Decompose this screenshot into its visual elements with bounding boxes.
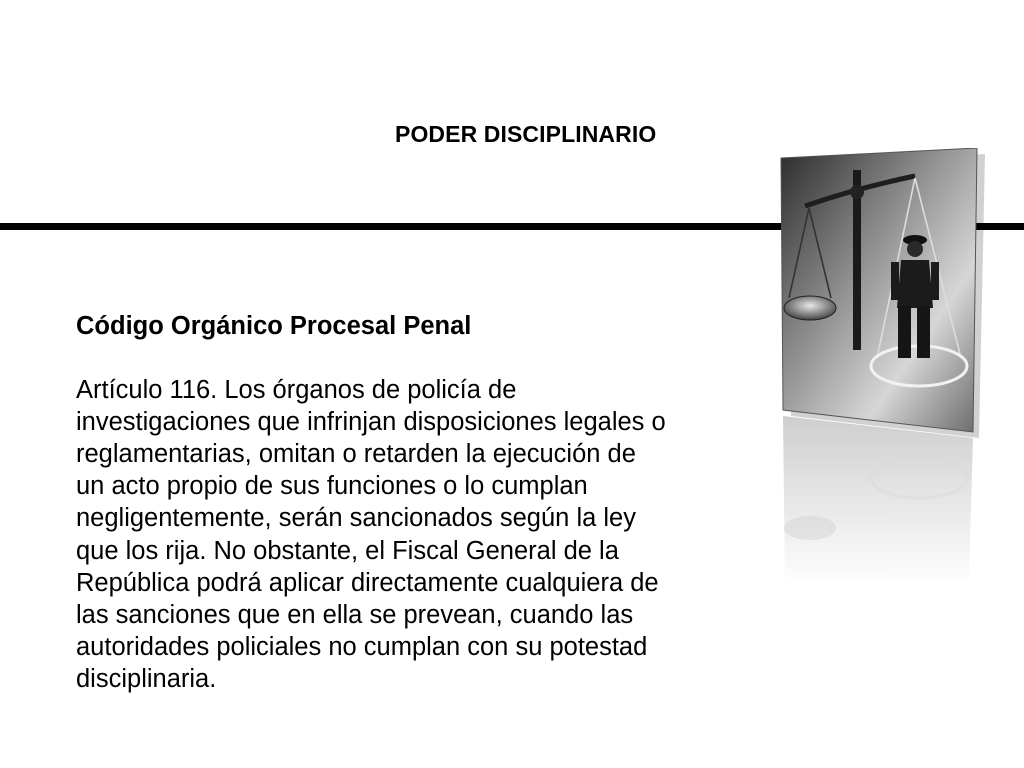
body-text bbox=[76, 310, 756, 695]
article-line: un acto propio de sus funciones o lo cumplan bbox=[76, 472, 588, 501]
article-line: República podrá aplicar directamente cualquiera de bbox=[76, 568, 659, 597]
slide-title: PODER DISCIPLINARIO bbox=[395, 121, 657, 147]
scales-of-justice-photo bbox=[765, 148, 995, 588]
article-line: disciplinaria. bbox=[76, 664, 217, 693]
article-line: negligentemente, serán sancionados según la ley bbox=[76, 504, 636, 533]
slide-subtitle: Código Orgánico Procesal Penal bbox=[76, 312, 472, 340]
article-paragraph bbox=[76, 374, 756, 695]
article-line: Artículo 116. Los órganos de policía de bbox=[76, 376, 517, 405]
article-line: autoridades policiales no cumplan con su potestad bbox=[76, 632, 648, 661]
scales-of-justice-icon bbox=[765, 148, 995, 588]
article-line: que los rija. No obstante, el Fiscal General de la bbox=[76, 536, 619, 565]
article-line: reglamentarias, omitan o retarden la ejecución de bbox=[76, 440, 636, 469]
article-line: investigaciones que infrinjan disposiciones legales o bbox=[76, 408, 666, 437]
article-line: las sanciones que en ella se prevean, cuando las bbox=[76, 600, 634, 629]
